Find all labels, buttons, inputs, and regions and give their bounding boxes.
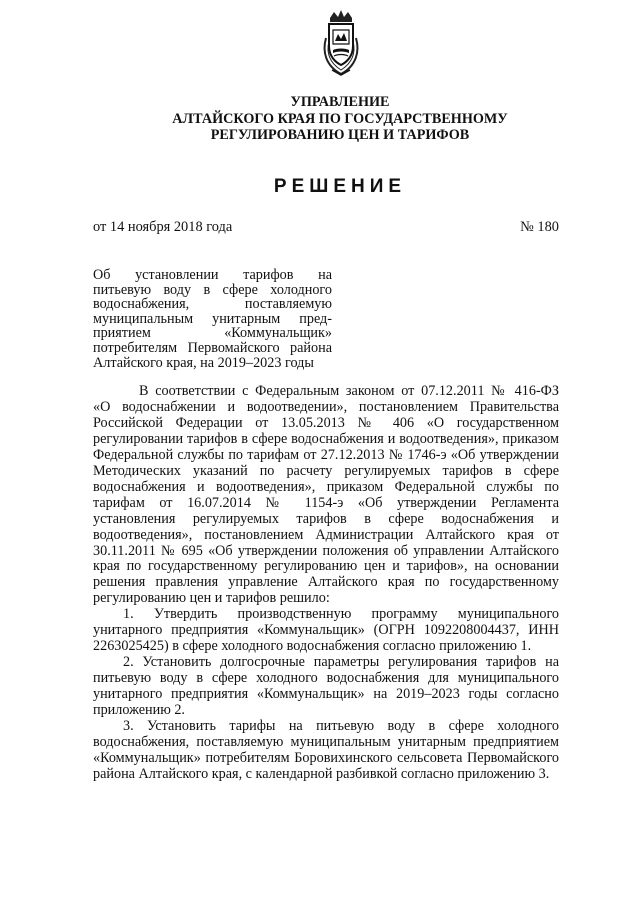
body-line: Российской Федерации от 13.05.2013 № 406 «О государственном xyxy=(93,414,559,431)
org-line: АЛТАЙСКОГО КРАЯ ПО ГОСУДАРСТВЕННОМУ xyxy=(172,110,508,127)
body-line: водоснабжения, поставляемую муниципальным унитарным предприятием xyxy=(93,733,559,750)
document-type-title: РЕШЕНИЕ xyxy=(273,176,407,197)
body-line: тарифам от 16.07.2014 № 1154-э «Об утверждении Регламента xyxy=(93,494,559,511)
organization-header xyxy=(100,94,580,144)
body-line: унитарного предприятия «Коммунальщик» на 2019–2023 годы согласно xyxy=(93,686,559,703)
document-body xyxy=(93,384,559,783)
body-line: регулированию цен и тарифов решило: xyxy=(93,590,330,607)
body-line: питьевую воду в сфере холодного водоснабжения для муниципального xyxy=(93,670,559,687)
body-line: «О водоснабжении и водоотведении», постановлением Правительства xyxy=(93,398,559,415)
body-line: «Коммунальщик» потребителям Боровихинского сельсовета Первомайского xyxy=(93,749,559,766)
document-date-line xyxy=(93,219,559,236)
subject-line: водоснабжения, поставляемую xyxy=(93,296,332,313)
body-line: 1. Утвердить производственную программу муниципального xyxy=(123,606,559,623)
subject-line: муниципальным унитарным пред- xyxy=(93,310,332,327)
subject-line: потребителям Первомайского района xyxy=(93,339,332,356)
body-line: В соответствии с Федеральным законом от 07.12.2011 № 416-ФЗ xyxy=(139,383,559,399)
body-line: установления регулируемых тарифов в сфере водоснабжения и xyxy=(93,510,559,527)
body-line: 30.11.2011 № 695 «Об утверждении положения об управлении Алтайского xyxy=(93,542,559,559)
body-line: 3. Установить тарифы на питьевую воду в сфере холодного xyxy=(123,718,559,735)
body-line: унитарного предприятия «Коммунальщик» (ОГРН 1092208004437, ИНН xyxy=(93,622,559,639)
body-line: Методических указаний по расчету регулируемых тарифов в сфере xyxy=(93,462,559,479)
subject-line: Об установлении тарифов на xyxy=(93,267,332,283)
org-line: УПРАВЛЕНИЕ xyxy=(290,94,390,110)
subject-line: Алтайского края, на 2019–2023 годы xyxy=(93,354,314,371)
body-line: Федеральной службы по тарифам от 27.12.2013 № 1746-э «Об утверждении xyxy=(93,446,559,463)
document-number: № 180 xyxy=(520,219,559,235)
document-subject xyxy=(93,268,332,370)
body-line: водоснабжения и водоотведения», приказом Федеральной службы по xyxy=(93,478,559,495)
body-line: 2. Установить долгосрочные параметры регулирования тарифов на xyxy=(123,654,559,671)
subject-line: приятием «Коммунальщик» xyxy=(93,325,332,342)
org-line: РЕГУЛИРОВАНИЮ ЦЕН И ТАРИФОВ xyxy=(210,127,470,143)
document-date: от 14 ноября 2018 года xyxy=(93,219,233,235)
subject-line: питьевую воду в сфере холодного xyxy=(93,281,332,298)
body-line: края по государственному регулированию цен и тарифов», на основании xyxy=(93,558,559,575)
body-line: приложению 2. xyxy=(93,702,185,719)
coat-of-arms-icon xyxy=(316,8,366,78)
body-line: района Алтайского края, с календарной разбивкой согласно приложению 3. xyxy=(93,765,550,782)
body-line: водоотведения», постановлением Администрации Алтайского края от xyxy=(93,526,559,543)
body-line: регулировании тарифов в сфере водоснабжения и водоотведения», приказом xyxy=(93,430,559,447)
body-line: решения правления управление Алтайского края по государственному xyxy=(93,574,559,591)
body-line: 2263025425) в сфере холодного водоснабжения согласно приложению 1. xyxy=(93,638,532,655)
